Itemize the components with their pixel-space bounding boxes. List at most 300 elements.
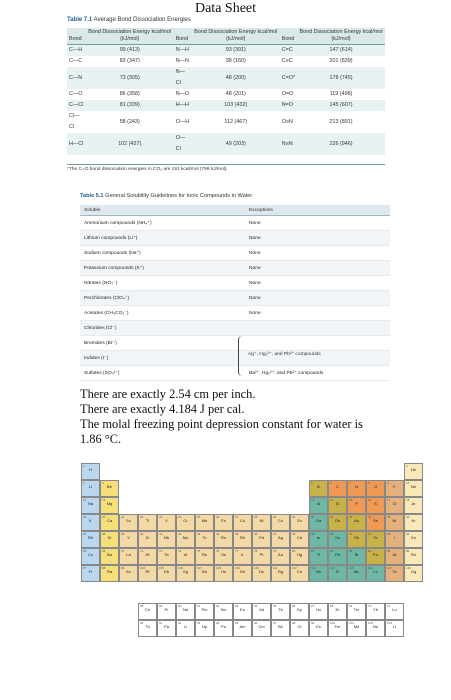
element-number: 103 <box>387 621 393 625</box>
soluble-cell: Sodium compounds (Na⁺) <box>84 251 141 256</box>
element-cell <box>233 548 252 565</box>
element-number: 104 <box>140 566 146 570</box>
bond-cell: O—H <box>174 111 192 133</box>
element-symbol: Cr <box>183 518 188 523</box>
element-cell <box>309 480 328 497</box>
element-symbol: Ho <box>315 607 322 612</box>
element-symbol: Mg <box>106 501 113 506</box>
element-number: 115 <box>349 566 354 570</box>
element-symbol: Pm <box>201 607 208 612</box>
element-symbol: As <box>354 518 359 523</box>
element-number: 52 <box>368 532 372 536</box>
table-row <box>80 306 390 321</box>
element-cell <box>309 531 328 548</box>
element-number: 69 <box>349 604 353 608</box>
header-soluble: Soluble <box>84 207 101 213</box>
element-cell <box>385 548 404 565</box>
element-cell <box>81 531 100 548</box>
energy-cell: 178 (745) <box>297 67 385 89</box>
element-cell <box>252 603 271 620</box>
element-number: 29 <box>273 515 277 519</box>
element-number: 35 <box>387 515 391 519</box>
element-cell <box>366 531 385 548</box>
energy-cell: 119 (498) <box>297 89 385 100</box>
element-symbol: Rb <box>87 535 94 540</box>
soluble-cell: Potassium compounds (K⁺) <box>84 266 144 271</box>
bond-table-title: Average Bond Dissociation Energies <box>93 17 191 23</box>
element-cell <box>385 620 404 637</box>
element-symbol: S <box>374 501 377 506</box>
element-number: 2 <box>406 464 408 468</box>
element-number: 4 <box>102 481 104 485</box>
element-symbol: Fe <box>221 518 226 523</box>
bond-cell: C=O* <box>280 67 297 89</box>
element-number: 36 <box>406 515 410 519</box>
element-number: 99 <box>311 621 315 625</box>
element-cell <box>309 514 328 531</box>
element-symbol: Al <box>316 501 321 506</box>
element-cell <box>328 514 347 531</box>
element-cell <box>290 531 309 548</box>
element-number: 53 <box>387 532 391 536</box>
element-number: 60 <box>178 604 182 608</box>
element-symbol: At <box>392 552 397 557</box>
element-number: 90 <box>140 621 144 625</box>
element-number: 27 <box>235 515 239 519</box>
bond-cell: N≡N <box>280 133 297 155</box>
element-symbol: Ag <box>278 535 283 540</box>
bond-cell: O=O <box>280 89 297 100</box>
element-symbol: O <box>373 484 378 489</box>
element-number: 61 <box>197 604 201 608</box>
element-symbol: Ra <box>106 569 113 574</box>
element-cell <box>252 531 271 548</box>
element-symbol: Mc <box>353 569 360 574</box>
element-cell <box>100 565 119 582</box>
element-number: 46 <box>254 532 258 536</box>
element-symbol: Sr <box>107 535 112 540</box>
element-cell <box>119 514 138 531</box>
element-number: 55 <box>83 549 87 553</box>
element-number: 66 <box>292 604 296 608</box>
element-cell <box>252 565 271 582</box>
soluble-cell: Perchlorates (ClO₄⁻) <box>84 296 130 301</box>
soluble-cell: Chlorides (Cl⁻) <box>84 326 117 331</box>
element-symbol: Mo <box>182 535 189 540</box>
element-cell <box>290 603 309 620</box>
element-cell <box>157 603 176 620</box>
element-cell <box>252 620 271 637</box>
table-row <box>67 100 385 111</box>
element-cell <box>347 603 366 620</box>
element-cell <box>138 514 157 531</box>
element-cell <box>233 565 252 582</box>
element-number: 96 <box>254 621 258 625</box>
element-symbol: Ge <box>334 518 341 523</box>
energy-cell: 83 (347) <box>86 56 174 67</box>
element-symbol: Hf <box>145 552 150 557</box>
exception-cell: None <box>249 295 261 301</box>
element-symbol: Ti <box>145 518 150 523</box>
element-symbol: Bi <box>354 552 359 557</box>
element-number: 82 <box>330 549 334 553</box>
element-number: 16 <box>368 498 372 502</box>
element-cell <box>100 514 119 531</box>
element-number: 108 <box>216 566 222 570</box>
element-cell <box>100 548 119 565</box>
element-symbol: Lr <box>392 624 397 629</box>
element-number: 107 <box>197 566 203 570</box>
element-cell <box>195 603 214 620</box>
element-symbol: U <box>184 624 187 629</box>
element-cell <box>404 514 423 531</box>
bond-cell: N=O <box>280 100 297 111</box>
element-cell <box>328 565 347 582</box>
element-cell <box>309 620 328 637</box>
element-cell <box>138 548 157 565</box>
element-number: 12 <box>102 498 106 502</box>
element-cell <box>309 603 328 620</box>
element-number: 31 <box>311 515 315 519</box>
element-cell <box>119 531 138 548</box>
element-symbol: Sn <box>335 535 340 540</box>
element-number: 13 <box>311 498 315 502</box>
energy-cell: 99 (413) <box>86 45 174 57</box>
element-symbol: Tl <box>316 552 321 557</box>
element-symbol: Ca <box>106 518 113 523</box>
element-symbol: Lv <box>373 569 378 574</box>
element-symbol: Db <box>163 569 170 574</box>
bond-cell: N—O <box>174 89 192 100</box>
element-number: 71 <box>387 604 391 608</box>
element-symbol: Ac <box>126 569 131 574</box>
element-number: 28 <box>254 515 258 519</box>
element-number: 58 <box>140 604 144 608</box>
element-cell <box>81 514 100 531</box>
element-number: 11 <box>83 498 87 502</box>
element-cell <box>100 531 119 548</box>
element-cell <box>214 531 233 548</box>
table-row <box>67 89 385 100</box>
element-symbol: Te <box>373 535 378 540</box>
element-number: 54 <box>406 532 410 536</box>
element-symbol: K <box>89 518 92 523</box>
element-cell <box>81 463 100 480</box>
element-symbol: Tm <box>353 607 360 612</box>
element-number: 21 <box>121 515 125 519</box>
element-cell <box>347 514 366 531</box>
element-number: 87 <box>83 566 87 570</box>
element-cell <box>366 620 385 637</box>
element-cell <box>290 548 309 565</box>
element-number: 92 <box>178 621 182 625</box>
element-symbol: Np <box>201 624 208 629</box>
bond-header-4: Bond <box>280 28 297 45</box>
element-symbol: Po <box>373 552 378 557</box>
element-cell <box>366 497 385 514</box>
element-symbol: Na <box>87 501 94 506</box>
element-number: 49 <box>311 532 315 536</box>
table-row <box>67 45 385 57</box>
element-number: 89 <box>121 566 125 570</box>
bond-cell: C—C <box>67 56 86 67</box>
element-number: 3 <box>83 481 85 485</box>
halide-exception: Ag⁺, Hg₂²⁺, and Pb²⁺ compounds <box>248 352 321 357</box>
element-number: 110 <box>254 566 259 570</box>
element-number: 116 <box>368 566 373 570</box>
element-symbol: Pt <box>259 552 264 557</box>
footnote-rule <box>67 164 385 165</box>
element-cell <box>176 514 195 531</box>
element-symbol: Fl <box>335 569 340 574</box>
element-number: 81 <box>311 549 315 553</box>
element-cell <box>290 514 309 531</box>
element-symbol: Pb <box>335 552 340 557</box>
element-symbol: Nd <box>182 607 189 612</box>
soluble-cell: Lithium compounds (Li⁺) <box>84 236 138 241</box>
element-symbol: Hg <box>296 552 303 557</box>
table-row <box>80 276 390 291</box>
element-symbol: Rh <box>239 535 246 540</box>
table-row <box>80 351 390 366</box>
element-cell <box>347 497 366 514</box>
exception-cell: None <box>249 310 261 316</box>
element-number: 91 <box>159 621 163 625</box>
element-cell <box>176 531 195 548</box>
element-cell <box>366 603 385 620</box>
element-symbol: Sg <box>183 569 188 574</box>
energy-cell: 86 (358) <box>86 89 174 100</box>
element-number: 113 <box>311 566 316 570</box>
element-symbol: Er <box>335 607 340 612</box>
element-symbol: B <box>317 484 320 489</box>
bond-cell: N—N <box>174 56 192 67</box>
table-row <box>80 216 390 231</box>
element-symbol: P <box>355 501 358 506</box>
element-number: 18 <box>406 498 410 502</box>
element-symbol: Ts <box>392 569 397 574</box>
element-cell <box>366 565 385 582</box>
bond-cell: Cl—Cl <box>67 111 86 133</box>
element-symbol: Zn <box>297 518 302 523</box>
element-cell <box>195 565 214 582</box>
element-cell <box>347 565 366 582</box>
element-symbol: Ar <box>411 501 416 506</box>
element-number: 63 <box>235 604 239 608</box>
element-cell <box>176 548 195 565</box>
energy-cell: 48 (200) <box>192 67 280 89</box>
halide-brace <box>238 336 245 376</box>
element-cell <box>385 514 404 531</box>
element-cell <box>347 620 366 637</box>
element-symbol: Bk <box>278 624 283 629</box>
element-symbol: Pa <box>164 624 169 629</box>
element-symbol: Ir <box>241 552 244 557</box>
element-symbol: Tc <box>202 535 207 540</box>
element-symbol: Th <box>145 624 150 629</box>
element-number: 79 <box>273 549 277 553</box>
element-cell <box>233 514 252 531</box>
energy-cell: 48 (201) <box>192 89 280 100</box>
element-symbol: Cm <box>258 624 265 629</box>
element-number: 24 <box>178 515 182 519</box>
element-number: 40 <box>140 532 144 536</box>
element-symbol: Dy <box>297 607 302 612</box>
element-number: 84 <box>368 549 372 553</box>
exception-cell: None <box>249 220 261 226</box>
element-symbol: Hs <box>221 569 226 574</box>
bond-cell: O—Cl <box>174 133 192 155</box>
table-row <box>80 246 390 261</box>
element-number: 68 <box>330 604 334 608</box>
element-symbol: V <box>165 518 168 523</box>
bond-cell: C—O <box>67 89 86 100</box>
element-symbol: Ta <box>164 552 169 557</box>
element-number: 101 <box>349 621 355 625</box>
table-row <box>67 56 385 67</box>
bond-cell: O≡N <box>280 111 297 133</box>
element-number: 75 <box>197 549 201 553</box>
soluble-cell: Acetates (CH₃CO₂⁻) <box>84 311 129 316</box>
element-symbol: Fm <box>334 624 341 629</box>
element-cell <box>271 531 290 548</box>
energy-cell: 102 (427) <box>86 133 174 155</box>
table-row <box>80 291 390 306</box>
element-number: 100 <box>330 621 336 625</box>
element-number: 22 <box>140 515 144 519</box>
element-number: 42 <box>178 532 182 536</box>
energy-cell: 226 (946) <box>297 133 385 155</box>
element-cell <box>385 497 404 514</box>
page-title: Data Sheet <box>194 1 257 16</box>
energy-cell: 58 (243) <box>86 111 174 133</box>
element-cell <box>138 603 157 620</box>
element-symbol: Sc <box>126 518 131 523</box>
element-cell <box>347 548 366 565</box>
element-symbol: Pd <box>259 535 264 540</box>
element-cell <box>195 514 214 531</box>
element-cell <box>214 548 233 565</box>
element-symbol: Ba <box>107 552 112 557</box>
element-cell <box>157 565 176 582</box>
element-number: 106 <box>178 566 184 570</box>
exception-cell: None <box>249 235 261 241</box>
table-row <box>80 231 390 246</box>
element-number: 62 <box>216 604 220 608</box>
element-cell <box>404 531 423 548</box>
element-cell <box>214 603 233 620</box>
element-symbol: Pu <box>221 624 226 629</box>
soluble-cell: Ammonium compounds (NH₄⁺) <box>84 221 152 226</box>
element-number: 118 <box>406 566 411 570</box>
element-symbol: Re <box>201 552 208 557</box>
element-number: 19 <box>83 515 87 519</box>
element-number: 83 <box>349 549 353 553</box>
element-number: 45 <box>235 532 239 536</box>
element-number: 117 <box>387 566 392 570</box>
element-symbol: Rn <box>410 552 417 557</box>
element-symbol: Am <box>239 624 246 629</box>
bond-cell: C—Cl <box>67 100 86 111</box>
element-symbol: Cn <box>296 569 303 574</box>
bond-cell: C—H <box>67 45 86 57</box>
element-cell <box>309 548 328 565</box>
element-symbol: Eu <box>240 607 245 612</box>
solubility-caption <box>80 193 252 199</box>
element-number: 20 <box>102 515 106 519</box>
element-number: 64 <box>254 604 258 608</box>
element-symbol: Mn <box>201 518 208 523</box>
constant-inch: There are exactly 2.54 cm per inch. <box>80 387 256 401</box>
solubility-table-label: Table 5.1 <box>80 193 104 199</box>
element-cell <box>233 620 252 637</box>
element-symbol: Li <box>88 484 93 489</box>
element-symbol: Cd <box>296 535 303 540</box>
element-symbol: Cs <box>88 552 93 557</box>
element-symbol: Se <box>373 518 378 523</box>
element-symbol: Ds <box>259 569 264 574</box>
element-cell <box>176 620 195 637</box>
element-symbol: Ga <box>315 518 322 523</box>
element-symbol: Be <box>107 484 112 489</box>
element-number: 59 <box>159 604 163 608</box>
energy-cell: 81 (339) <box>86 100 174 111</box>
element-symbol: I <box>393 535 396 540</box>
element-number: 95 <box>235 621 239 625</box>
element-cell <box>157 620 176 637</box>
bond-cell: H—H <box>174 100 192 111</box>
element-cell <box>119 548 138 565</box>
element-symbol: La <box>126 552 131 557</box>
element-number: 17 <box>387 498 391 502</box>
element-symbol: Es <box>316 624 321 629</box>
element-cell <box>119 565 138 582</box>
bond-table-caption <box>67 17 191 23</box>
element-number: 74 <box>178 549 182 553</box>
element-cell <box>81 548 100 565</box>
element-symbol: In <box>316 535 321 540</box>
element-number: 109 <box>235 566 241 570</box>
element-number: 94 <box>216 621 220 625</box>
bond-cell: C—N <box>67 67 86 89</box>
element-number: 32 <box>330 515 334 519</box>
element-cell <box>290 565 309 582</box>
energy-cell: 49 (203) <box>192 133 280 155</box>
element-number: 73 <box>159 549 163 553</box>
element-symbol: Br <box>392 518 397 523</box>
element-symbol: Cl <box>392 501 397 506</box>
element-cell <box>138 531 157 548</box>
element-cell <box>176 603 195 620</box>
element-number: 23 <box>159 515 163 519</box>
element-number: 86 <box>406 549 410 553</box>
element-symbol: Rf <box>145 569 150 574</box>
element-cell <box>176 565 195 582</box>
constant-freezing-value: 1.86 °C. <box>80 432 122 446</box>
bond-header-3: Bond Dissociation Energy kcal/mol (kJ/mol) <box>192 28 280 45</box>
element-symbol: Md <box>353 624 360 629</box>
element-cell <box>195 620 214 637</box>
element-cell <box>347 531 366 548</box>
table-row <box>67 67 385 89</box>
soluble-cell: Sulfates (SO₄²⁻) <box>84 371 120 376</box>
element-number: 41 <box>159 532 163 536</box>
energy-cell: 93 (391) <box>192 45 280 57</box>
energy-cell: 201 (839) <box>297 56 385 67</box>
element-cell <box>366 548 385 565</box>
element-cell <box>100 497 119 514</box>
element-symbol: Cu <box>277 518 284 523</box>
